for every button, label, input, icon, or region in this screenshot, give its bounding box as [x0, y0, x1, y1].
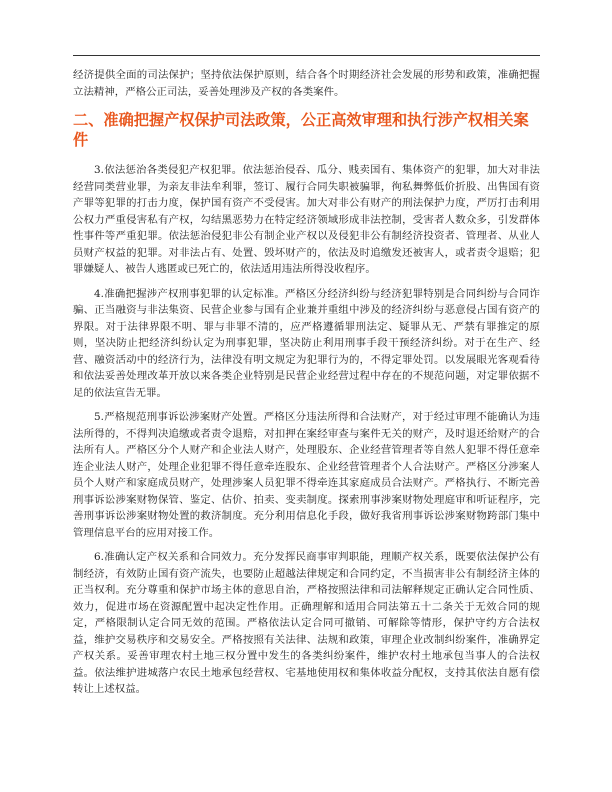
paragraph-3: 3.依法惩治各类侵犯产权犯罪。依法惩治侵吞、瓜分、贱卖国有、集体资产的犯罪，加大对非法经营同类营业罪，为亲友非法牟利罪，签订、履行合同失职被骗罪，徇私舞弊低价折股、出售国有资产罪等犯罪的打击力度，保护国有资产不受侵害。加大对非公有财产的刑法保护力度，严厉打击利用公权力严重侵害私有产权，勾结黑恶势力在特定经济领域形成非法控制，受害者人数众多，引发群体性事件等严重犯罪。依法惩治侵犯非公有制企业产权以及侵犯非公有制经济投资者、管理者、从业人员财产权益的犯罪。对非法占有、处置、毁坏财产的，依法及时追缴发还被害人，或者责令退赔；犯罪嫌疑人、被告人逃匿或已死亡的，依法适用违法所得没收程序。	[73, 164, 540, 275]
paragraph-4: 4.准确把握涉产权刑事犯罪的认定标准。严格区分经济纠纷与经济犯罪特别是合同纠纷与合同诈骗、正当融资与非法集资、民营企业参与国有企业兼并重组中涉及的经济纠纷与恶意侵占国有资产的界限。对于法律界限不明、罪与非罪不清的，应严格遵循罪刑法定、疑罪从无、严禁有罪推定的原则，坚决防止把经济纠纷认定为刑事犯罪，坚决防止利用刑事手段干预经济纠纷。对于在生产、经营、融资活动中的经济行为，法律没有明文规定为犯罪行为的，不得定罪处罚。以发展眼光客观看待和依法妥善处理改革开放以来各类企业特别是民营企业经营过程中存在的不规范问题，对定罪依据不足的依法宣告无罪。	[73, 287, 540, 399]
paragraph-6: 6.准确认定产权关系和合同效力。充分发挥民商事审判职能，理顺产权关系，既要依法保护公有制经济，有效防止国有资产流失，也要防止超越法律规定和合同约定，不当损害非公有制经济主体的正当权利。充分尊重和保护市场主体的意思自治，严格按照法律和司法解释规定正确认定合同性质、效力，促进市场在资源配置中起决定性作用。正确理解和适用合同法第五十二条关于无效合同的规定，严格限制认定合同无效的范围。严格依法认定合同可撤销、可解除等情形，保护守约方合法权益，维护交易秩序和交易安全。严格按照有关法律、法规和政策，审理企业改制纠纷案件，准确界定产权关系。妥善审理农村土地三权分置中发生的各类纠纷案件，维护农村土地承包当事人的合法权益。依法维护进城落户农民土地承包经营权、宅基地使用权和集体收益分配权，支持其依法自愿有偿转让上述权益。	[73, 551, 540, 695]
intro-paragraph: 经济提供全面的司法保护；坚持依法保护原则，结合各个时期经济社会发展的形势和政策，准确把握立法精神，严格公正司法，妥善处理涉及产权的各类案件。	[73, 69, 540, 98]
paragraph-5: 5.严格规范刑事诉讼涉案财产处置。严格区分违法所得和合法财产，对于经过审理不能确认为违法所得的，不得判决追缴或者责令退赔，对扣押在案经审查与案件无关的财产，及时退还给财产的合法所有人。严格区分个人财产和企业法人财产，处理股东、企业经营管理者等自然人犯罪不得任意牵连企业法人财产，处理企业犯罪不得任意牵连股东、企业经营管理者个人合法财产。严格区分涉案人员个人财产和家庭成员财产，处理涉案人员犯罪不得牵连其家庭成员合法财产。严格执行、不断完善刑事诉讼涉案财物保管、鉴定、估价、拍卖、变卖制度。探索刑事涉案财物处理庭审和听证程序，完善刑事诉讼涉案财物处置的救济制度。充分利用信息化手段，做好我省刑事诉讼涉案财物跨部门集中管理信息平台的应用对接工作。	[73, 411, 540, 539]
header-rule	[73, 55, 540, 56]
section-heading: 二、准确把握产权保护司法政策，公正高效审理和执行涉产权相关案件	[73, 111, 529, 149]
document-body	[73, 67, 540, 698]
